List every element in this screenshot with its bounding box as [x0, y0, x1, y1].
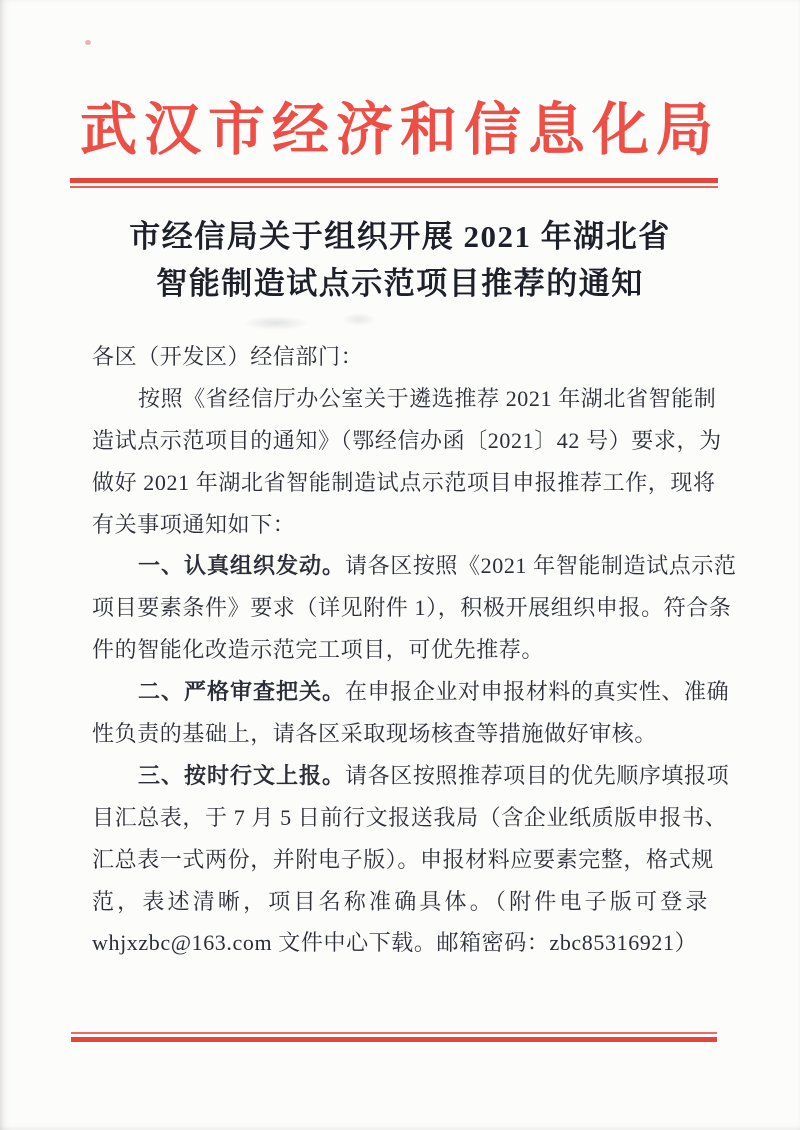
- header-rule-thick: [70, 178, 718, 183]
- body-line: 项目要素条件》要求（详见附件 1），积极开展组织申报。符合条: [92, 595, 732, 621]
- scan-artifact-smudge: [342, 313, 376, 326]
- header-rule-thin: [70, 186, 718, 188]
- paragraph-bold-lead: 三、按时行文上报。: [138, 762, 346, 788]
- paragraph-bold-lead: 一、认真组织发动。: [138, 553, 346, 579]
- body-line: 三、按时行文上报。请各区按照推荐项目的优先顺序填报项: [138, 762, 730, 788]
- agency-header: 武汉市经济和信息化局: [80, 99, 720, 162]
- body-line: 造试点示范项目的通知》（鄂经信办函〔2021〕42 号）要求，为: [92, 427, 722, 453]
- body-line: 性负责的基础上，请各区采取现场核查等措施做好审核。: [92, 721, 658, 747]
- body-line: 二、严格审查把关。在申报企业对申报材料的真实性、准确: [138, 679, 730, 705]
- body-line: whjxzbc@163.com 文件中心下载。邮箱密码：zbc85316921）: [92, 930, 698, 956]
- body-line: 汇总表一式两份，并附电子版）。申报材料应要素完整，格式规: [92, 846, 714, 872]
- body-line: 件的智能化改造示范完工项目，可优先推荐。: [92, 637, 545, 663]
- document-body: [92, 336, 737, 964]
- document-title: [0, 213, 800, 307]
- footer-rule-thin: [71, 1032, 717, 1034]
- body-line: 目汇总表，于 7 月 5 日前行文报送我局（含企业纸质版申报书、: [92, 804, 728, 830]
- body-line: 各区（开发区）经信部门：: [92, 344, 364, 369]
- scan-artifact-smudge: [244, 316, 308, 330]
- body-line: 做好 2021 年湖北省智能制造试点示范项目申报推荐工作，现将: [92, 469, 716, 495]
- paragraph-bold-lead: 二、严格审查把关。: [138, 679, 346, 705]
- body-line: 一、认真组织发动。请各区按照《2021 年智能制造试点示范: [138, 553, 737, 579]
- scan-artifact-dot: [85, 40, 91, 45]
- body-line: 按照《省经信厅办公室关于遴选推荐 2021 年湖北省智能制: [138, 385, 717, 411]
- body-line: 有关事项通知如下：: [92, 511, 296, 537]
- document-title-line-2: 智能制造试点示范项目推荐的通知: [156, 266, 644, 301]
- document-title-line-1: 市经信局关于组织开展 2021 年湖北省: [129, 219, 671, 254]
- header-rule: [70, 178, 718, 188]
- footer-rule-thick: [71, 1037, 717, 1042]
- footer-rule: [71, 1032, 717, 1042]
- body-line: 范，表述清晰，项目名称准确具体。（附件电子版可登录: [92, 888, 708, 914]
